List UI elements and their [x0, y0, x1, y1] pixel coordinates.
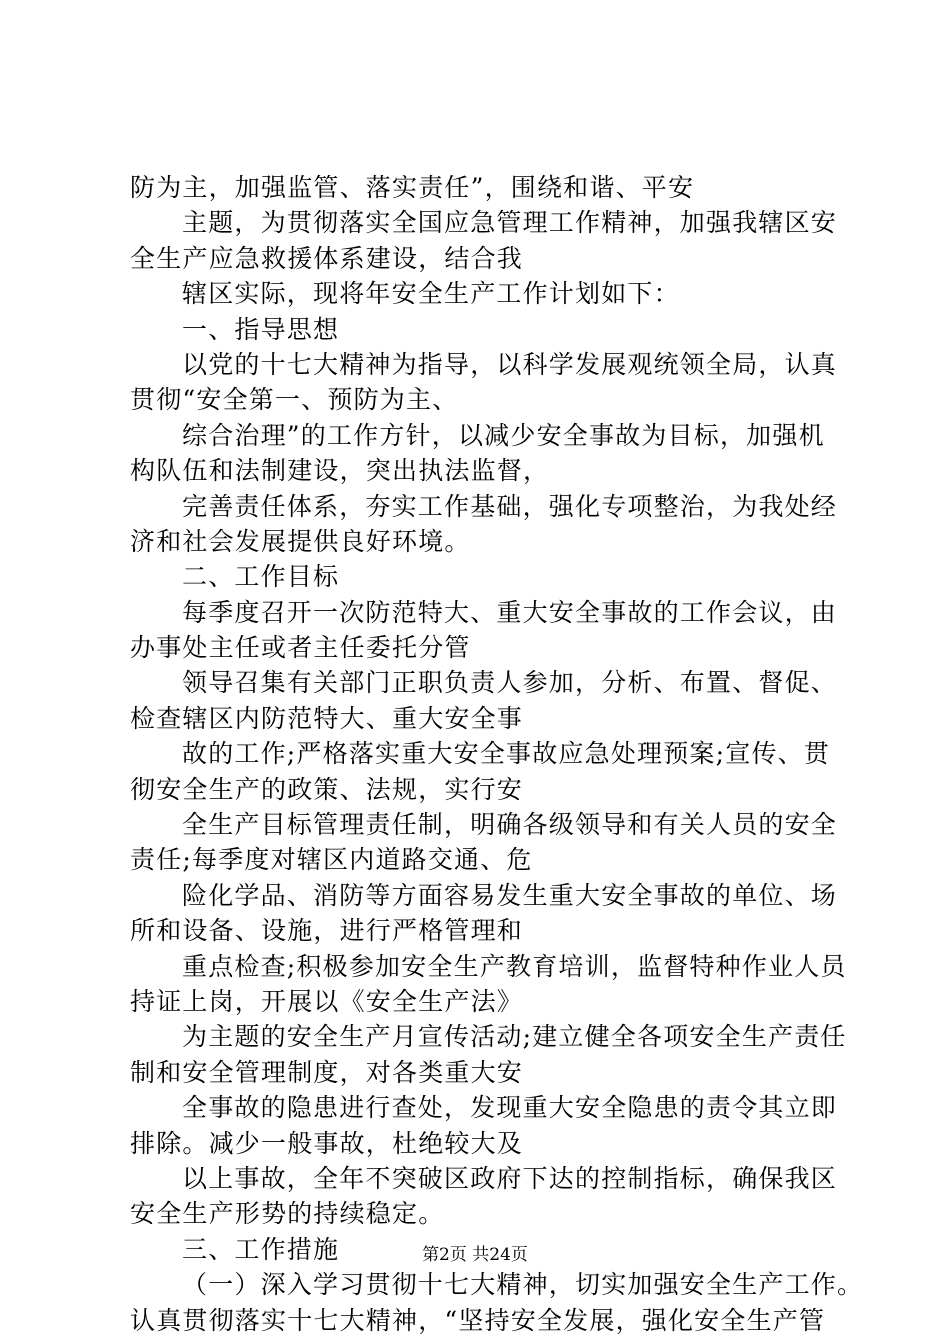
text-line: 办事处主任或者主任委托分管 — [130, 633, 471, 663]
text-line: 一、指导思想 — [182, 314, 340, 344]
text-line: 责任;每季度对辖区内道路交通、危 — [130, 845, 533, 875]
text-line: 领导召集有关部门正职负责人参加，分析、布置、督促、 — [182, 668, 838, 698]
text-line: 重点检查;积极参加安全生产教育培训，监督特种作业人员 — [182, 951, 847, 981]
text-line: 为主题的安全生产月宣传活动;建立健全各项安全生产责任 — [182, 1022, 847, 1052]
text-line: 险化学品、消防等方面容易发生重大安全事故的单位、场 — [182, 880, 838, 910]
text-line: 全生产目标管理责任制，明确各级领导和有关人员的安全 — [182, 810, 838, 840]
text-line: 故的工作;严格落实重大安全事故应急处理预案;宣传、贯 — [182, 739, 831, 769]
text-line: 二、工作目标 — [182, 562, 340, 592]
text-line: 认真贯彻落实十七大精神，“坚持安全发展，强化安全生产管 — [130, 1305, 826, 1335]
text-line: 全生产应急救援体系建设，结合我 — [130, 243, 524, 273]
text-line: 持证上岗，开展以《安全生产法》 — [130, 986, 524, 1016]
text-line: 彻安全生产的政策、法规，实行安 — [130, 774, 524, 804]
text-line: 检查辖区内防范特大、重大安全事 — [130, 703, 524, 733]
text-line: 以上事故，全年不突破区政府下达的控制指标，确保我区 — [182, 1163, 838, 1193]
text-line: 贯彻“安全第一、预防为主、 — [130, 385, 459, 415]
text-line: 全事故的隐患进行查处，发现重大安全隐患的责令其立即 — [182, 1093, 838, 1123]
text-line: 每季度召开一次防范特大、重大安全事故的工作会议，由 — [182, 597, 838, 627]
text-line: 三、工作措施 — [182, 1234, 340, 1264]
page-footer: 第2页 共24页 — [422, 1245, 528, 1265]
document-body — [130, 170, 864, 1338]
text-line: 完善责任体系，夯实工作基础，强化专项整治，为我处经 — [182, 491, 838, 521]
text-line: 综合治理”的工作方针，以减少安全事故为目标，加强机 — [182, 420, 825, 450]
text-line: 以党的十七大精神为指导，以科学发展观统领全局，认真 — [182, 349, 838, 379]
text-line: 构队伍和法制建设，突出执法监督， — [130, 456, 550, 486]
text-line: 主题，为贯彻落实全国应急管理工作精神，加强我辖区安 — [182, 208, 838, 238]
text-line: 所和设备、设施，进行严格管理和 — [130, 916, 524, 946]
text-line: 排除。减少一般事故，杜绝较大及 — [130, 1128, 524, 1158]
text-line: 制和安全管理制度，对各类重大安 — [130, 1057, 524, 1087]
text-line: （一）深入学习贯彻十七大精神，切实加强安全生产工作。 — [182, 1270, 864, 1300]
text-line: 安全生产形势的持续稳定。 — [130, 1199, 445, 1229]
text-line: 防为主，加强监管、落实责任”，围绕和谐、平安 — [130, 173, 695, 202]
text-line: 辖区实际，现将年安全生产工作计划如下： — [182, 279, 680, 309]
text-line: 济和社会发展提供良好环境。 — [130, 526, 471, 556]
